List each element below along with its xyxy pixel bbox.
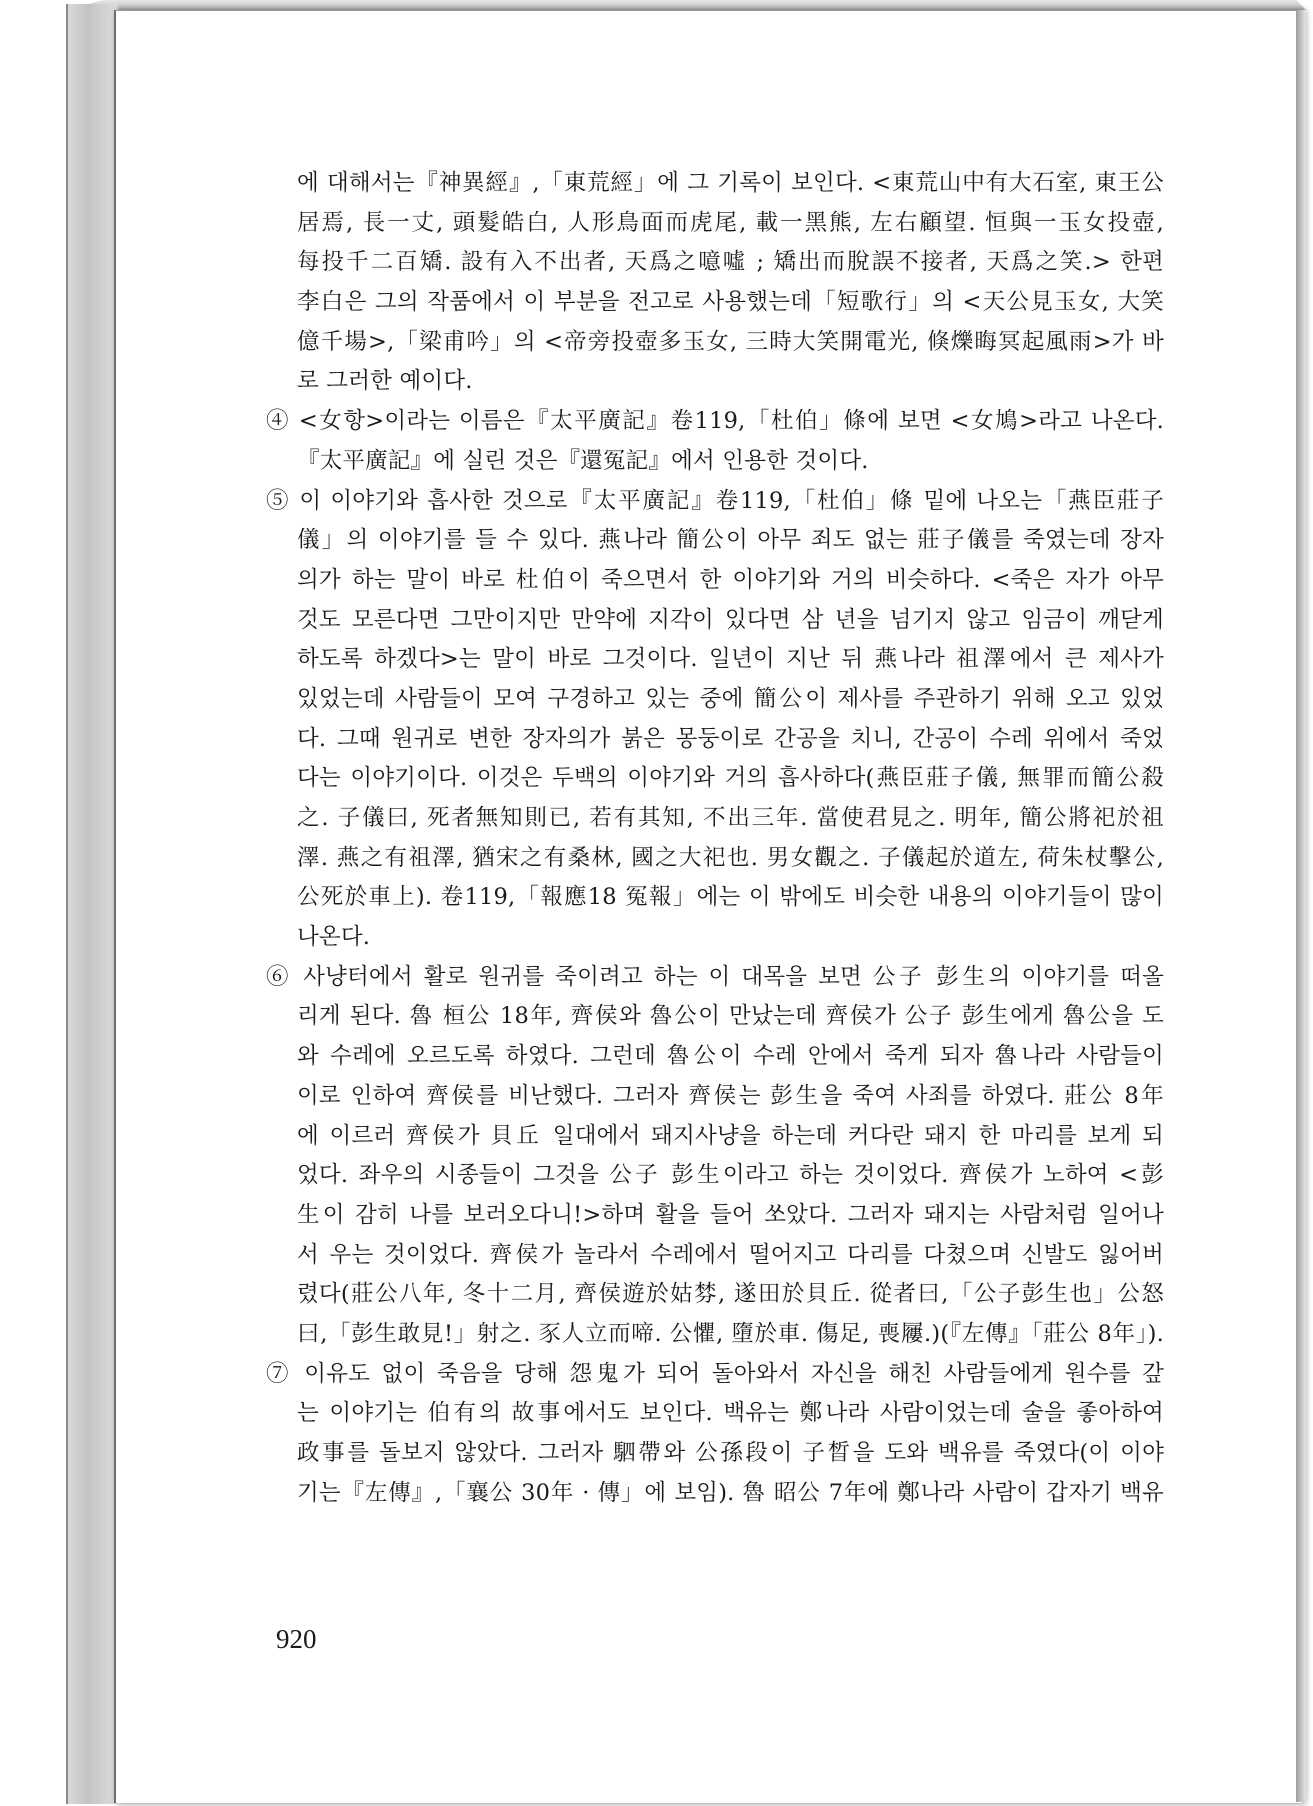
- text-line: 『太平廣記』에 실린 것은『還冤記』에서 인용한 것이다.: [297, 447, 869, 474]
- text-line: 에 대해서는『神異經』,「東荒經」에 그 기록이 보인다. <東荒山中有大石室, 東王公: [297, 170, 1164, 196]
- page-body-text: [184, 164, 1164, 1513]
- book-top-edge: [66, 0, 1306, 10]
- text-line: 生이 감히 나를 보러오다니!>하며 활을 들어 쏘았다. 그러자 돼지는 사람처럼 일어나: [297, 1201, 1164, 1228]
- text-line: 의가 하는 말이 바로 杜伯이 죽으면서 한 이야기와 거의 비슷하다. <죽은 자가 아무: [297, 566, 1164, 593]
- text-line: 政事를 돌보지 않았다. 그러자 駟帶와 公孫段이 子晳을 도와 백유를 죽였다(이 이야: [297, 1440, 1164, 1466]
- text-line: 居焉, 長一丈, 頭髮皓白, 人形鳥面而虎尾, 載一黑熊, 左右顧望. 恒與一玉女投壺,: [297, 209, 1164, 236]
- text-line: ⑤ 이 이야기와 흡사한 것으로『太平廣記』卷119,「杜伯」條 밑에 나오는「燕臣莊子: [266, 487, 1164, 514]
- text-line: ④ <女항>이라는 이름은『太平廣記』卷119,「杜伯」條에 보면 <女鳩>라고 나온다.: [266, 408, 1164, 435]
- text-line: 것도 모른다면 그만이지만 만약에 지각이 있다면 삼 년을 넘기지 않고 임금이 깨닫게: [297, 606, 1164, 633]
- text-line: 이로 인하여 齊侯를 비난했다. 그러자 齊侯는 彭生을 죽여 사죄를 하였다. 莊公 8年: [297, 1082, 1164, 1109]
- text-line: 李白은 그의 작품에서 이 부분을 전고로 사용했는데「短歌行」의 <天公見玉女, 大笑: [297, 289, 1164, 316]
- text-line: 와 수레에 오르도록 하였다. 그런데 魯公이 수레 안에서 죽게 되자 魯나라 사람들이: [297, 1043, 1164, 1070]
- text-line: 렸다(莊公八年, 冬十二月, 齊侯遊於姑棼, 遂田於貝丘. 從者曰,「公子彭生也」公怒: [297, 1281, 1164, 1308]
- text-line: 每投千二百矯. 設有入不出者, 天爲之噫噓 ; 矯出而脫誤不接者, 天爲之笑.> 한편: [297, 249, 1164, 276]
- text-line: 기는『左傳』,「襄公 30年 · 傳」에 보임). 魯 昭公 7年에 鄭나라 사람이 갑자기 백유: [297, 1479, 1164, 1506]
- text-line: 之. 子儀曰, 死者無知則已, 若有其知, 不出三年. 當使君見之. 明年, 簡公將祀於祖: [297, 805, 1164, 831]
- page-number: 920: [276, 1624, 317, 1654]
- text-line: ⑥ 사냥터에서 활로 원귀를 죽이려고 하는 이 대목을 보면 公子 彭生의 이야기를 떠올: [266, 963, 1164, 990]
- text-line: 었다. 좌우의 시종들이 그것을 公子 彭生이라고 하는 것이었다. 齊侯가 노하여 <彭: [297, 1162, 1164, 1189]
- text-line: 儀」의 이야기를 들 수 있다. 燕나라 簡公이 아무 죄도 없는 莊子儀를 죽였는데 장자: [297, 527, 1164, 554]
- text-line: 리게 된다. 魯 桓公 18年, 齊侯와 魯公이 만났는데 齊侯가 公子 彭生에게 魯公을 도: [297, 1003, 1164, 1030]
- text-line: ⑦ 이유도 없이 죽음을 당해 怨鬼가 되어 돌아와서 자신을 해친 사람들에게 원수를 갚: [266, 1360, 1164, 1387]
- text-line: 億千場>,「梁甫吟」의 <帝旁投壺多玉女, 三時大笑開電光, 倏爍晦冥起風雨>가 바: [297, 328, 1164, 355]
- text-line: 로 그러한 예이다.: [297, 368, 473, 395]
- text-line: 하도록 하겠다>는 말이 바로 그것이다. 일년이 지난 뒤 燕나라 祖澤에서 큰 제사가: [297, 646, 1164, 673]
- text-line: 다. 그때 원귀로 변한 장자의가 붉은 몽둥이로 간공을 치니, 간공이 수레 위에서 죽었: [297, 725, 1164, 752]
- page-edge-shadow: [1296, 10, 1306, 1802]
- text-line: 에 이르러 齊侯가 貝丘 일대에서 돼지사냥을 하는데 커다란 돼지 한 마리를 보게 되: [297, 1122, 1164, 1149]
- text-line: 나온다.: [297, 924, 371, 951]
- text-line: 는 이야기는 伯有의 故事에서도 보인다. 백유는 鄭나라 사람이었는데 술을 좋아하여: [297, 1400, 1164, 1427]
- text-line: 있었는데 사람들이 모여 구경하고 있는 중에 簡公이 제사를 주관하기 위해 오고 있었: [297, 685, 1164, 712]
- text-line: 서 우는 것이었다. 齊侯가 놀라서 수레에서 떨어지고 다리를 다쳤으며 신발도 잃어버: [297, 1241, 1164, 1268]
- book-spine: [66, 4, 118, 1804]
- text-line: 澤. 燕之有祖澤, 猶宋之有桑林, 國之大祀也. 男女觀之. 子儀起於道左, 荷朱杖擊公,: [297, 844, 1164, 871]
- text-line: 다는 이야기이다. 이것은 두백의 이야기와 거의 흡사하다(燕臣莊子儀, 無罪而簡公殺: [297, 765, 1164, 792]
- text-line: 公死於車上). 卷119,「報應18 冤報」에는 이 밖에도 비슷한 내용의 이야기들이 많이: [297, 884, 1164, 911]
- text-line: 曰,「彭生敢見!」射之. 豕人立而啼. 公懼, 墮於車. 傷足, 喪屨.)(『左傳』「莊公 8年」).: [297, 1320, 1164, 1347]
